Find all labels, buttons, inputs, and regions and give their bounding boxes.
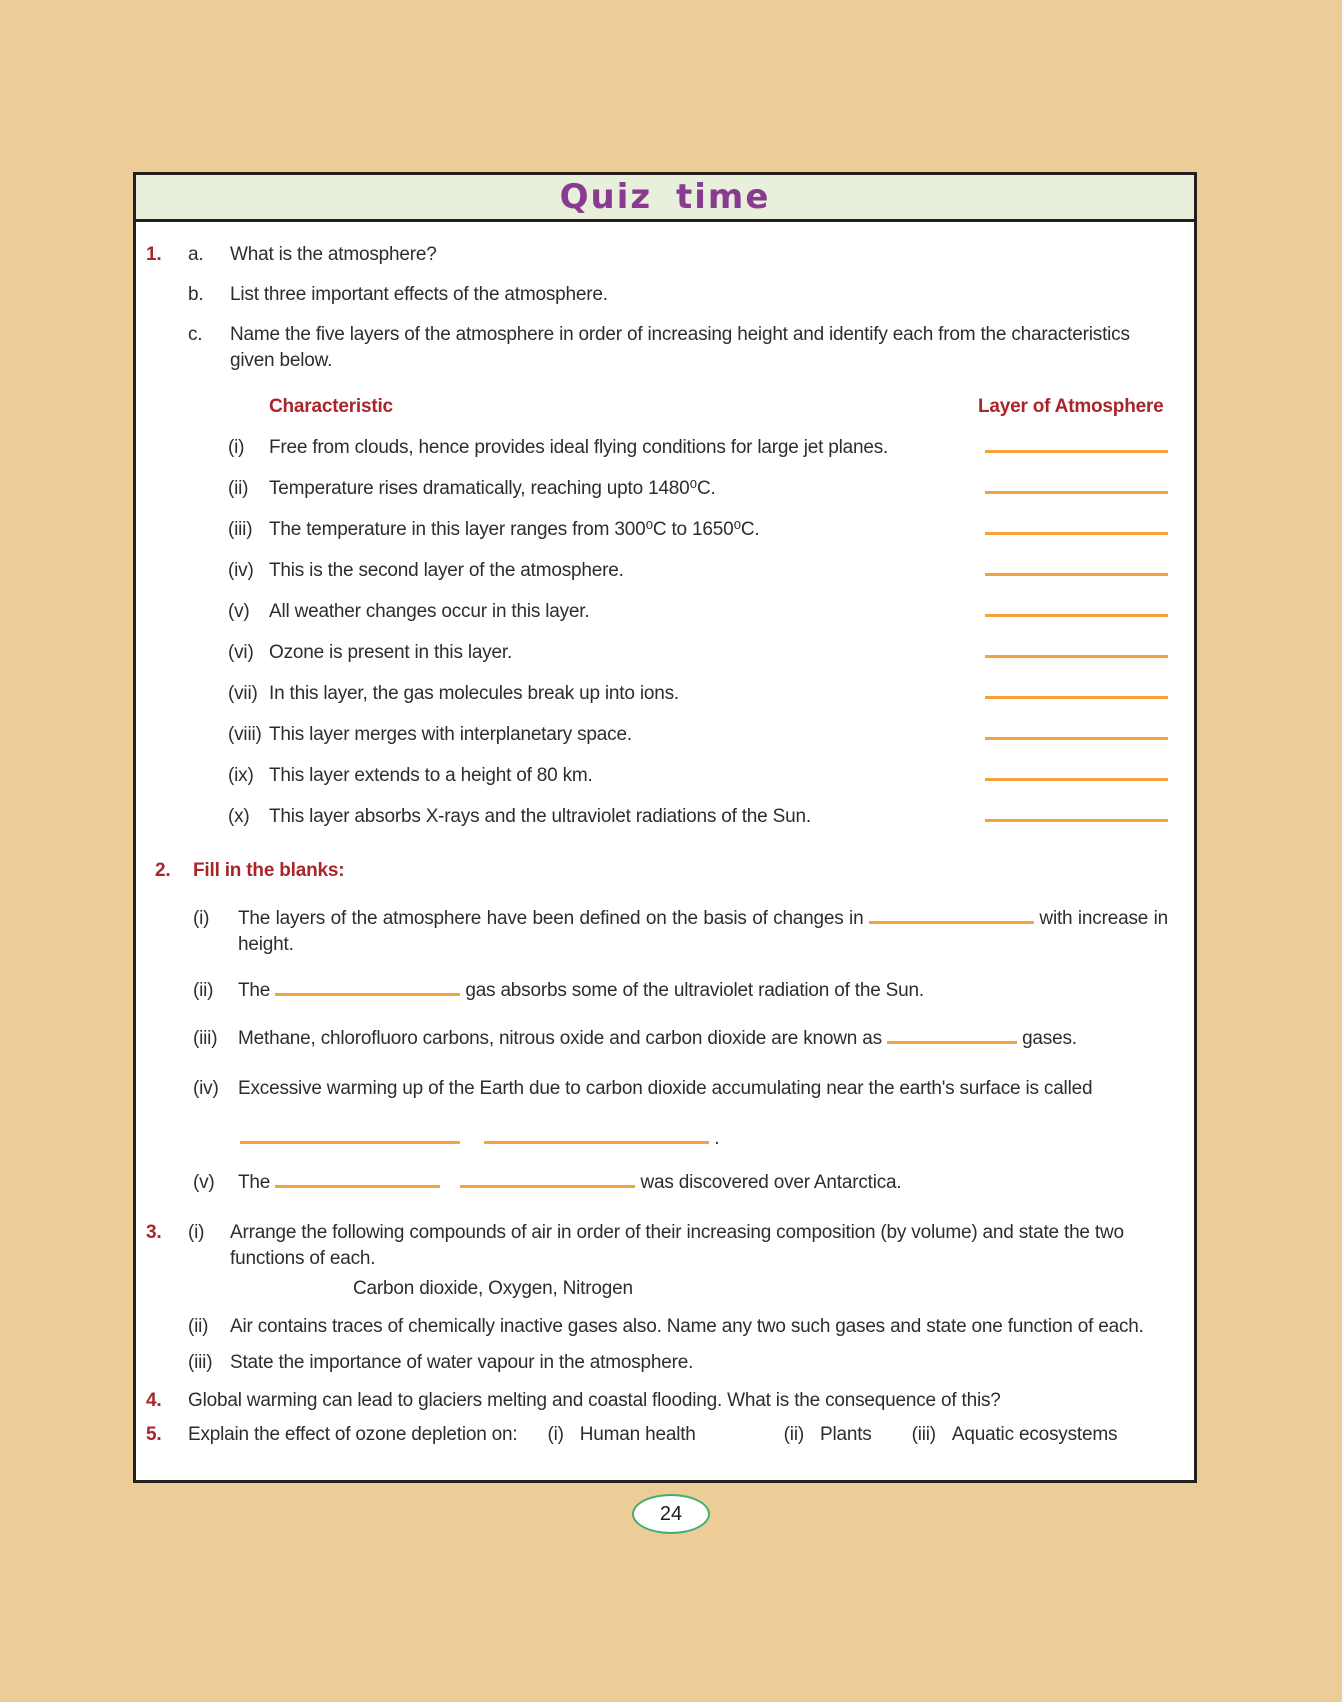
item-label: (i) [193,908,210,929]
fill-blank [869,909,1034,924]
table-row [146,681,1168,707]
layer-header: Layer of Atmosphere [978,396,1164,417]
quiz-box [133,172,1197,1483]
table-row [146,640,1168,666]
characteristic-header: Characteristic [269,396,393,417]
item-text [238,1170,1168,1196]
item-label: (iii) [188,1352,213,1373]
q5-number: 5. [146,1424,162,1445]
row-label: (vii) [228,683,258,704]
q5-content [188,1422,1168,1448]
fill-pre: Methane, chlorofluoro carbons, nitrous oxide and carbon dioxide are known as [238,1028,882,1049]
option-text: Human health [579,1424,696,1445]
fill-blank [275,981,460,996]
item-label: (v) [193,1172,215,1193]
answer-blank [985,520,1168,535]
item-text [238,1026,1168,1052]
item-label: (iv) [193,1078,219,1099]
row-characteristic: This layer merges with interplanetary space. [269,724,632,745]
item-text [238,906,1168,958]
q1-part-b [146,282,1168,308]
q3-number: 3. [146,1222,162,1243]
q1-part-c [146,322,1168,374]
row-characteristic: This layer absorbs X-rays and the ultraviolet radiations of the Sun. [269,806,811,827]
row-characteristic: This layer extends to a height of 80 km. [269,765,593,786]
q2-item-iv-blanks [240,1126,1168,1152]
answer-blank [985,602,1168,617]
q2-heading-row [146,858,1168,884]
fill-pre: The [238,1172,271,1193]
q1-number: 1. [146,244,162,265]
option-label: (ii) [783,1424,804,1445]
table-row [146,763,1168,789]
item-label: (ii) [193,980,214,1001]
answer-blank [985,479,1168,494]
q1b-label: b. [188,284,204,305]
q1b-text: List three important effects of the atmosphere. [230,284,608,305]
answer-blank [985,438,1168,453]
row-characteristic: Temperature rises dramatically, reaching upto 1480⁰C. [269,478,716,499]
fill-post: . [714,1128,720,1149]
item-label: (iii) [193,1028,218,1049]
row-label: (iv) [228,560,254,581]
fill-blank [240,1129,460,1144]
answer-blank [985,684,1168,699]
q2-item-v [146,1170,1168,1196]
item-text: Excessive warming up of the Earth due to carbon dioxide accumulating near the earth's surface is called [238,1078,1093,1099]
q1-part-a [146,242,1168,268]
item-label: (ii) [188,1316,209,1337]
fill-post: gases. [1022,1028,1077,1049]
q5-row [146,1422,1168,1448]
q1c-label: c. [188,324,203,345]
page-number-badge [632,1494,710,1534]
q5-lead: Explain the effect of ozone depletion on: [188,1424,518,1445]
answer-blank [985,725,1168,740]
answer-blank [985,807,1168,822]
fill-blank [275,1173,440,1188]
fill-post: gas absorbs some of the ultraviolet radiation of the Sun. [465,980,924,1001]
option-label: (i) [547,1424,564,1445]
fill-pre: The layers of the atmosphere have been defined on the basis of changes in [238,908,864,929]
option-text: Plants [819,1424,872,1445]
q1a-text: What is the atmosphere? [230,244,437,265]
q4-number: 4. [146,1390,162,1411]
row-label: (ii) [228,478,249,499]
row-characteristic: In this layer, the gas molecules break up into ions. [269,683,679,704]
fill-blank [460,1173,635,1188]
item-text: State the importance of water vapour in the atmosphere. [230,1352,694,1373]
row-characteristic: Free from clouds, hence provides ideal flying conditions for large jet planes. [269,437,889,458]
fill-post: with increase in height. [238,908,1168,955]
option-text: Aquatic ecosystems [951,1424,1118,1445]
row-label: (vi) [228,642,254,663]
item-text: Air contains traces of chemically inactive gases also. Name any two such gases and state one function of each. [230,1316,1144,1337]
q3-item-i [146,1220,1168,1272]
fill-blank [887,1029,1017,1044]
table-row [146,517,1168,543]
row-label: (ix) [228,765,254,786]
row-characteristic: Ozone is present in this layer. [269,642,513,663]
table-row [146,722,1168,748]
answer-blank [985,561,1168,576]
row-label: (x) [228,806,250,827]
q1a-label: a. [188,244,204,265]
q1c-text: Name the five layers of the atmosphere in order of increasing height and identify each from the characteristics given below. [230,324,1130,371]
q3-item-ii [146,1314,1168,1340]
quiz-header-bar [136,175,1194,222]
row-characteristic: The temperature in this layer ranges from 300⁰C to 1650⁰C. [269,519,760,540]
row-label: (iii) [228,519,253,540]
table-header [146,394,1168,420]
quiz-title: Quiz time [559,177,771,217]
table-row [146,558,1168,584]
option-label: (iii) [911,1424,936,1445]
q3-compound-list: Carbon dioxide, Oxygen, Nitrogen [353,1278,633,1299]
item-label: (i) [188,1222,205,1243]
row-label: (viii) [228,724,262,745]
row-characteristic: This is the second layer of the atmosphere. [269,560,624,581]
row-label: (v) [228,601,250,622]
q2-number: 2. [155,860,171,881]
q4-text: Global warming can lead to glaciers melting and coastal flooding. What is the consequence of this? [188,1390,1001,1411]
row-label: (i) [228,437,245,458]
item-text [238,978,1168,1004]
q2-item-iv [146,1076,1168,1102]
q3-item-iii [146,1350,1168,1376]
q2-heading: Fill in the blanks: [193,860,345,881]
q2-item-i [146,906,1168,958]
q2-item-ii [146,978,1168,1004]
q4-row [146,1388,1168,1414]
answer-blank [985,766,1168,781]
fill-blank [484,1129,709,1144]
table-row [146,804,1168,830]
fill-post: was discovered over Antarctica. [640,1172,902,1193]
quiz-content [136,242,1194,1448]
answer-blank [985,643,1168,658]
q2-item-iii [146,1026,1168,1052]
table-row [146,476,1168,502]
table-row [146,599,1168,625]
table-row [146,435,1168,461]
fill-pre: The [238,980,271,1001]
page-number: 24 [659,1502,683,1525]
item-text: Arrange the following compounds of air in order of their increasing composition (by volume) and state the two functions of each. [230,1222,1124,1269]
row-characteristic: All weather changes occur in this layer. [269,601,590,622]
